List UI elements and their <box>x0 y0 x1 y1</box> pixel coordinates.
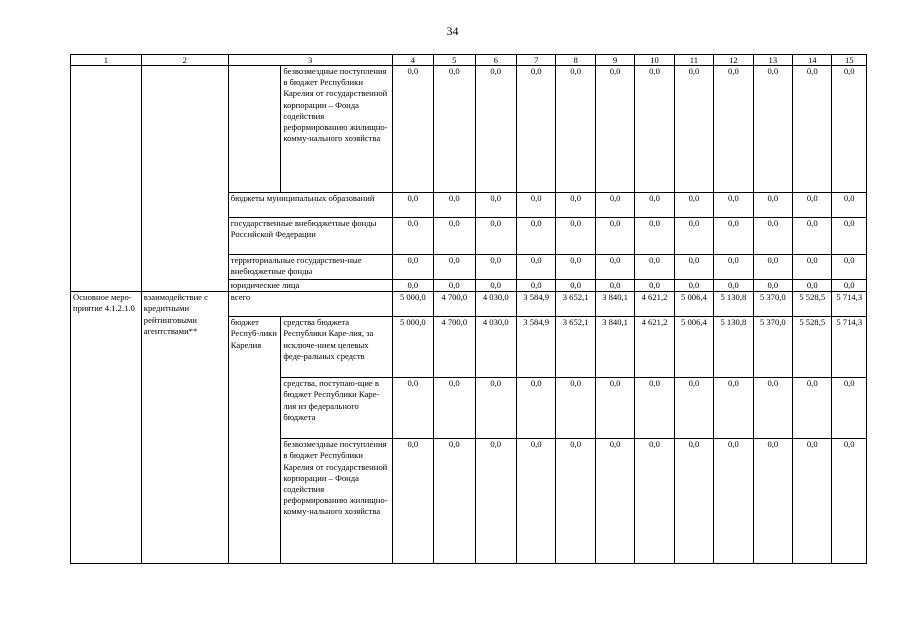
value-cell: 0,0 <box>753 193 792 218</box>
table-row <box>71 292 867 317</box>
value-cell: 4 700,0 <box>434 292 475 317</box>
value-cell: 5 000,0 <box>392 317 433 378</box>
value-cell: 0,0 <box>832 439 867 564</box>
value-cell: 0,0 <box>392 255 433 280</box>
value-cell: 0,0 <box>832 378 867 439</box>
value-cell: 0,0 <box>556 255 595 280</box>
value-cell: 0,0 <box>475 280 516 292</box>
value-cell: 0,0 <box>434 280 475 292</box>
value-cell: 0,0 <box>635 439 674 564</box>
column-number: 10 <box>635 55 674 66</box>
value-cell: 0,0 <box>753 378 792 439</box>
value-cell: 5 370,0 <box>753 317 792 378</box>
value-cell: 0,0 <box>714 66 753 193</box>
value-cell: 0,0 <box>595 218 634 255</box>
value-cell: 3 584,9 <box>516 292 555 317</box>
value-cell: 0,0 <box>753 218 792 255</box>
column-number: 14 <box>793 55 832 66</box>
value-cell: 0,0 <box>516 378 555 439</box>
value-cell: 0,0 <box>516 439 555 564</box>
column-number: 7 <box>516 55 555 66</box>
value-cell: 0,0 <box>635 255 674 280</box>
value-cell: 0,0 <box>832 66 867 193</box>
value-cell: 0,0 <box>475 218 516 255</box>
value-cell: 0,0 <box>595 255 634 280</box>
value-cell: 0,0 <box>753 255 792 280</box>
budget-table <box>70 54 867 564</box>
value-cell: 0,0 <box>832 255 867 280</box>
value-cell: 3 840,1 <box>595 317 634 378</box>
value-cell: 0,0 <box>635 66 674 193</box>
value-cell: 3 840,1 <box>595 292 634 317</box>
value-cell: 5 528,5 <box>793 317 832 378</box>
value-cell: 4 700,0 <box>434 317 475 378</box>
value-cell: 0,0 <box>475 66 516 193</box>
value-cell: 0,0 <box>674 218 713 255</box>
source-label: бюджеты муниципальных образований <box>228 193 392 218</box>
value-cell: 0,0 <box>556 378 595 439</box>
value-cell: 0,0 <box>434 378 475 439</box>
value-cell: 0,0 <box>793 218 832 255</box>
header-row <box>71 55 867 66</box>
column-number: 4 <box>392 55 433 66</box>
value-cell: 0,0 <box>753 66 792 193</box>
column-number: 15 <box>832 55 867 66</box>
value-cell: 0,0 <box>635 218 674 255</box>
value-cell: 5 528,5 <box>793 292 832 317</box>
source-label: государственные внебюджетные фонды Российской Федерации <box>228 218 392 255</box>
value-cell: 4 030,0 <box>475 292 516 317</box>
value-cell: 0,0 <box>714 193 753 218</box>
value-cell: 5 130,8 <box>714 292 753 317</box>
value-cell: 0,0 <box>556 193 595 218</box>
column-number: 3 <box>228 55 392 66</box>
value-cell: 0,0 <box>793 378 832 439</box>
value-cell: 0,0 <box>392 439 433 564</box>
value-cell: 5 714,3 <box>832 317 867 378</box>
value-cell: 3 652,1 <box>556 292 595 317</box>
value-cell: 0,0 <box>392 66 433 193</box>
source-label: средства бюджета Республики Каре-лия, за исключе-нием целевых феде-ральных средств <box>281 317 392 378</box>
value-cell: 0,0 <box>516 66 555 193</box>
source-label: территориальные государствен-ные внебюджетные фонды <box>228 255 392 280</box>
column-number: 2 <box>141 55 228 66</box>
value-cell: 0,0 <box>674 193 713 218</box>
value-cell: 0,0 <box>392 218 433 255</box>
value-cell: 0,0 <box>392 280 433 292</box>
value-cell: 0,0 <box>595 439 634 564</box>
column-number: 1 <box>71 55 142 66</box>
value-cell: 0,0 <box>556 439 595 564</box>
value-cell: 5 130,8 <box>714 317 753 378</box>
source-label: безвозмездные поступления в бюджет Республики Карелия от государственной корпорации – Фонда содействия реформированию жилищно-комму-нального хозяйства <box>281 66 392 193</box>
value-cell: 0,0 <box>475 193 516 218</box>
value-cell: 0,0 <box>714 439 753 564</box>
value-cell: 0,0 <box>674 439 713 564</box>
value-cell: 0,0 <box>516 218 555 255</box>
total-label: всего <box>228 292 392 317</box>
value-cell: 0,0 <box>595 193 634 218</box>
value-cell: 0,0 <box>475 255 516 280</box>
value-cell: 0,0 <box>556 280 595 292</box>
value-cell: 0,0 <box>714 378 753 439</box>
blank-cell <box>228 66 281 193</box>
column-number: 5 <box>434 55 475 66</box>
value-cell: 0,0 <box>793 255 832 280</box>
page-number: 34 <box>446 24 459 38</box>
column-number: 6 <box>475 55 516 66</box>
table-row <box>71 66 867 193</box>
value-cell: 0,0 <box>595 66 634 193</box>
value-cell: 0,0 <box>832 280 867 292</box>
value-cell: 0,0 <box>832 218 867 255</box>
measure-name: взаимодействие с кредитными рейтинговыми агентствами** <box>141 292 228 564</box>
column-number: 12 <box>714 55 753 66</box>
value-cell: 5 006,4 <box>674 292 713 317</box>
value-cell: 5 370,0 <box>753 292 792 317</box>
source-label: безвозмездные поступления в бюджет Республики Карелия от государственной корпорации – Фонда содействия реформированию жилищно-комму-нального хозяйства <box>281 439 392 564</box>
value-cell: 0,0 <box>392 378 433 439</box>
value-cell: 0,0 <box>674 378 713 439</box>
value-cell: 4 621,2 <box>635 317 674 378</box>
value-cell: 0,0 <box>793 66 832 193</box>
measure-code: Основное меро-приятие 4.1.2.1.0 <box>71 292 142 564</box>
column-number: 13 <box>753 55 792 66</box>
value-cell: 0,0 <box>753 280 792 292</box>
value-cell: 0,0 <box>434 66 475 193</box>
value-cell: 0,0 <box>595 280 634 292</box>
value-cell: 0,0 <box>434 255 475 280</box>
value-cell: 0,0 <box>674 280 713 292</box>
value-cell: 0,0 <box>832 193 867 218</box>
value-cell: 0,0 <box>714 218 753 255</box>
value-cell: 3 652,1 <box>556 317 595 378</box>
value-cell: 0,0 <box>434 193 475 218</box>
value-cell: 0,0 <box>793 280 832 292</box>
value-cell: 0,0 <box>516 193 555 218</box>
value-cell: 0,0 <box>674 255 713 280</box>
value-cell: 5 714,3 <box>832 292 867 317</box>
value-cell: 0,0 <box>753 439 792 564</box>
value-cell: 0,0 <box>714 280 753 292</box>
value-cell: 0,0 <box>434 439 475 564</box>
source-label: юридические лица <box>228 280 392 292</box>
value-cell: 0,0 <box>635 193 674 218</box>
value-cell: 3 584,9 <box>516 317 555 378</box>
value-cell: 0,0 <box>793 439 832 564</box>
value-cell: 0,0 <box>674 66 713 193</box>
value-cell: 0,0 <box>714 255 753 280</box>
value-cell: 5 006,4 <box>674 317 713 378</box>
value-cell: 4 030,0 <box>475 317 516 378</box>
value-cell: 0,0 <box>475 378 516 439</box>
source-label: средства, поступаю-щие в бюджет Республики Каре-лия из федерального бюджета <box>281 378 392 439</box>
budget-group-label: бюджет Респуб-лики Карелия <box>228 317 281 564</box>
value-cell: 0,0 <box>475 439 516 564</box>
value-cell: 0,0 <box>516 255 555 280</box>
value-cell: 0,0 <box>392 193 433 218</box>
value-cell: 4 621,2 <box>635 292 674 317</box>
value-cell: 0,0 <box>635 280 674 292</box>
column-number: 8 <box>556 55 595 66</box>
column-number: 11 <box>674 55 713 66</box>
column-number: 9 <box>595 55 634 66</box>
blank-cell <box>71 66 142 292</box>
value-cell: 0,0 <box>595 378 634 439</box>
value-cell: 0,0 <box>556 66 595 193</box>
value-cell: 0,0 <box>556 218 595 255</box>
value-cell: 0,0 <box>516 280 555 292</box>
value-cell: 0,0 <box>635 378 674 439</box>
value-cell: 0,0 <box>793 193 832 218</box>
value-cell: 5 000,0 <box>392 292 433 317</box>
blank-cell <box>141 66 228 292</box>
value-cell: 0,0 <box>434 218 475 255</box>
